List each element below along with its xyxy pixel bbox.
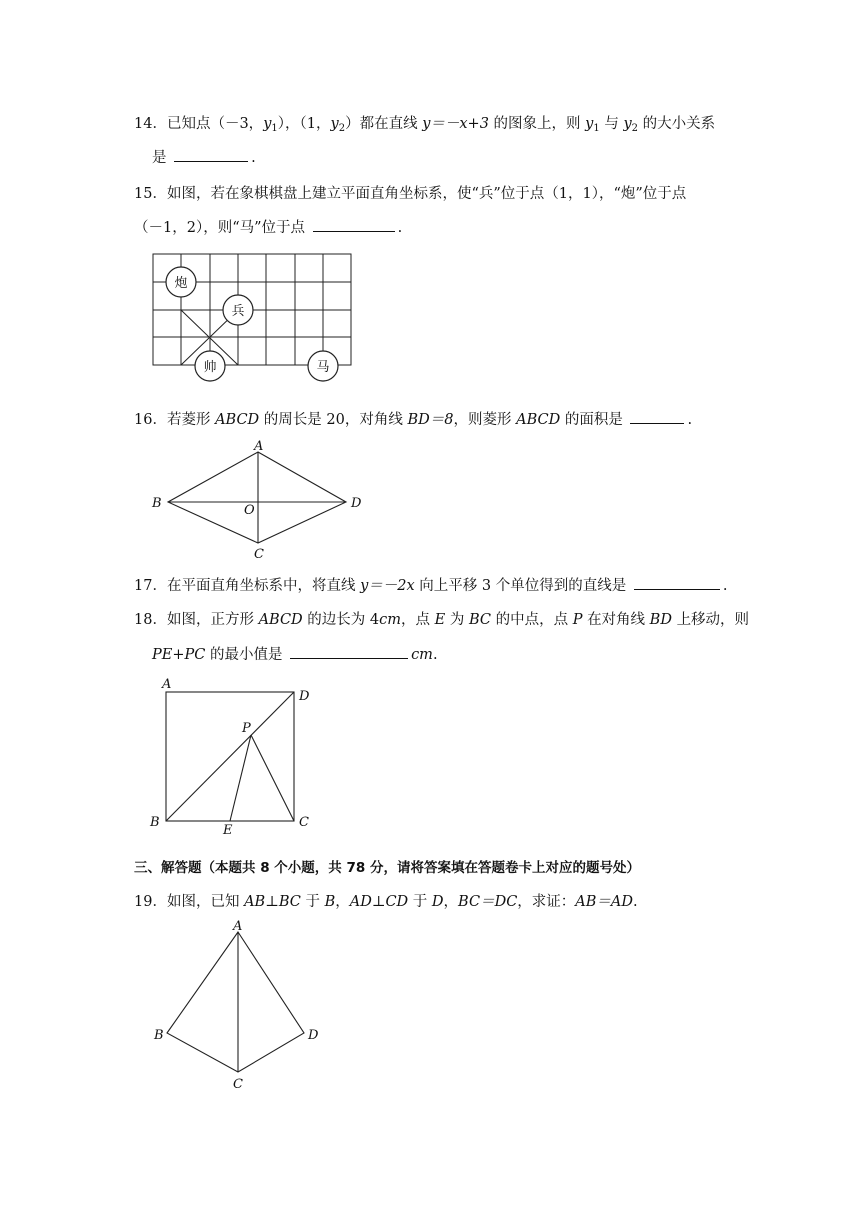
q14-text-1: 已知点（－3， <box>166 116 264 132</box>
q17-line1: 17．在平面直角坐标系中，将直线 y＝－2x 向上平移 3 个单位得到的直线是 . <box>134 574 727 595</box>
square-label-a: A <box>162 677 172 692</box>
piece-pao-label: 炮 <box>174 276 188 291</box>
q14-number: 14． <box>134 116 167 132</box>
square-label-c: C <box>299 815 309 830</box>
rhombus-label-c: C <box>254 547 264 562</box>
square-label-d: D <box>299 689 310 704</box>
piece-bing-label: 兵 <box>231 304 245 319</box>
square-label-p: P <box>242 721 251 736</box>
kite-label-b: B <box>154 1028 164 1043</box>
kite-label-d: D <box>308 1028 319 1043</box>
q15-line1: 15．如图，若在象棋棋盘上建立平面直角坐标系，使“兵”位于点（1，1），“炮”位于点 <box>134 186 687 202</box>
rhombus-label-b: B <box>152 496 162 511</box>
q16-line1: 16．若菱形 ABCD 的周长是 20，对角线 BD＝8，则菱形 ABCD 的面积是 . <box>134 408 692 429</box>
rhombus-label-a: A <box>254 439 264 454</box>
q14-line1: 14．已知点（－3，$y_1$），（1，$y_2$）都在直线 y＝－x+3 的图象上，则 $y_1$ 与 $y_2$ 的大小关系 <box>134 116 716 134</box>
rhombus-label-o: O <box>244 503 255 518</box>
q15-line2: （－1，2），则“马”位于点 . <box>134 216 402 237</box>
piece-shuai-label: 帅 <box>203 360 217 375</box>
q18-line2: PE+PC 的最小值是 cm. <box>152 643 438 664</box>
piece-ma-label: 马 <box>316 360 330 375</box>
kite-label-a: A <box>233 919 243 934</box>
rhombus-label-d: D <box>351 496 362 511</box>
q14-line2: 是 . <box>152 146 256 167</box>
kite-label-c: C <box>233 1077 243 1092</box>
q14-equation: y＝－x+3 <box>422 116 489 132</box>
square-label-e: E <box>223 823 233 838</box>
square-label-b: B <box>150 815 160 830</box>
section-3-heading: 三、解答题（本题共 8 个小题，共 78 分，请将答案填在答题卷卡上对应的题号处） <box>134 860 640 876</box>
q19-line1: 19．如图，已知 AB⊥BC 于 B，AD⊥CD 于 D，BC＝DC，求证：AB＝AD. <box>134 894 638 910</box>
q14-text-2: ），（1， <box>277 116 331 132</box>
q18-line1: 18．如图，正方形 ABCD 的边长为 4cm，点 E 为 BC 的中点，点 P 在对角线 BD 上移动，则 <box>134 612 750 628</box>
